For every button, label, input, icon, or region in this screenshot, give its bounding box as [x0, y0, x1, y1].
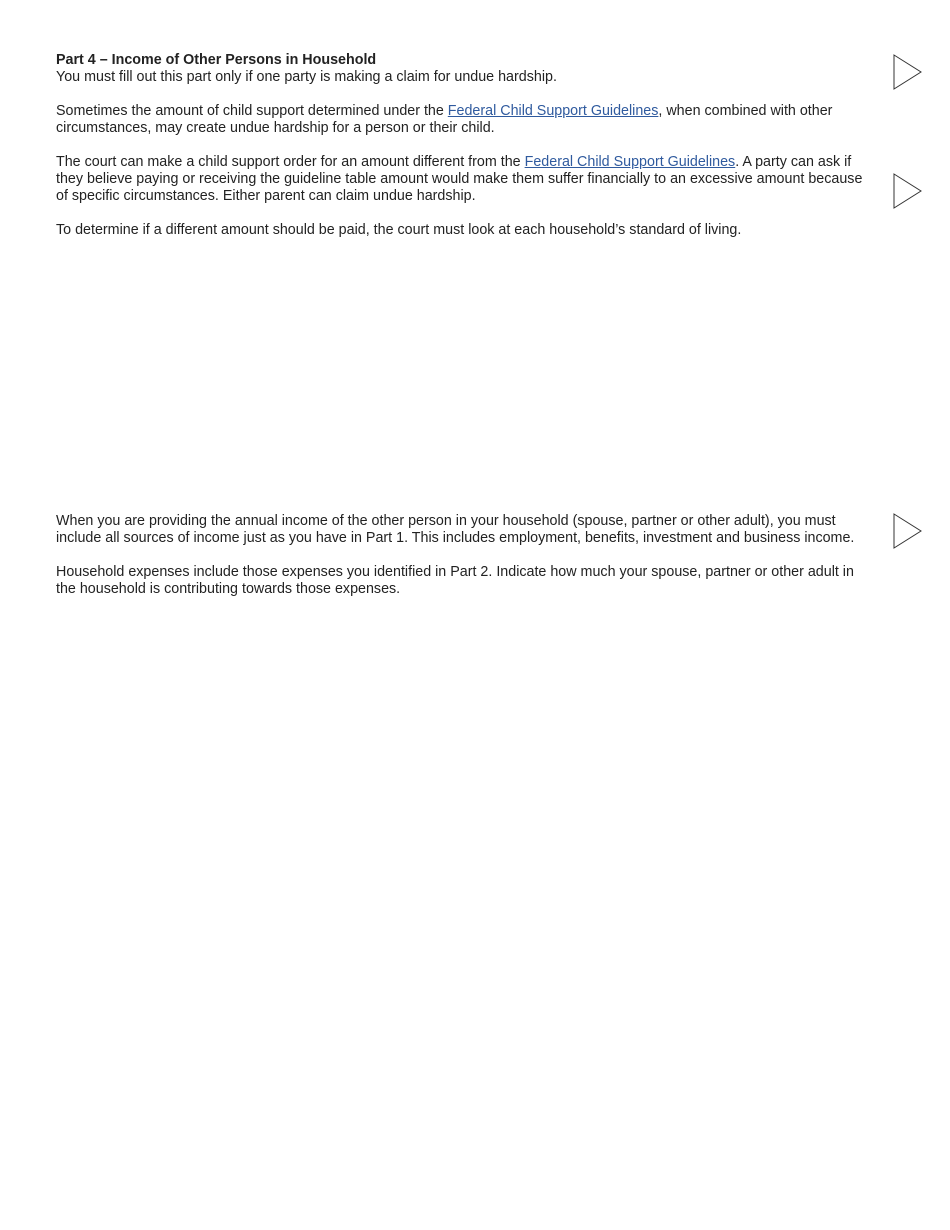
- play-arrow-icon[interactable]: [893, 513, 923, 549]
- undue-hardship-paragraph: [56, 103, 866, 137]
- annual-income-paragraph: When you are providing the annual income of the other person in your household (spouse, partner or other adult), you must include all sources of income just as you have in Part 1. This includes employment, benefits, investment and business income.: [56, 513, 855, 546]
- guidelines-link[interactable]: Federal Child Support Guidelines: [524, 154, 736, 170]
- guidelines-link[interactable]: Federal Child Support Guidelines: [447, 103, 659, 119]
- standard-of-living-paragraph: To determine if a different amount should be paid, the court must look at each household’s standard of living.: [56, 222, 742, 238]
- part4-intro-paragraph: [56, 52, 866, 86]
- paragraph-text: Sometimes the amount of child support determined under the: [56, 103, 448, 119]
- household-expenses-paragraph: Household expenses include those expenses you identified in Part 2. Indicate how much your spouse, partner or other adult in the household is contributing towards those expenses.: [56, 564, 854, 597]
- paragraph-text: , when combined with other circumstances, may create undue hardship for a person or their child.: [56, 103, 833, 136]
- play-arrow-icon-graphic: [893, 513, 923, 549]
- other-person-income-section: [56, 513, 866, 598]
- play-arrow-icon[interactable]: [893, 54, 923, 90]
- part4-section: [56, 52, 866, 239]
- court-order-paragraph: [56, 154, 866, 205]
- play-arrow-icon-graphic: [893, 173, 923, 209]
- paragraph-text: . A party can ask if they believe paying or receiving the guideline table amount would make them suffer financially to an excessive amount because of specific circumstances. Either parent can claim undue hardship.: [56, 154, 863, 204]
- part4-intro-text: You must fill out this part only if one party is making a claim for undue hardship.: [56, 69, 557, 85]
- play-arrow-icon-graphic: [893, 54, 923, 90]
- part4-heading: Part 4 – Income of Other Persons in Household: [56, 52, 377, 68]
- paragraph-text: The court can make a child support order for an amount different from the: [56, 154, 525, 170]
- play-arrow-icon[interactable]: [893, 173, 923, 209]
